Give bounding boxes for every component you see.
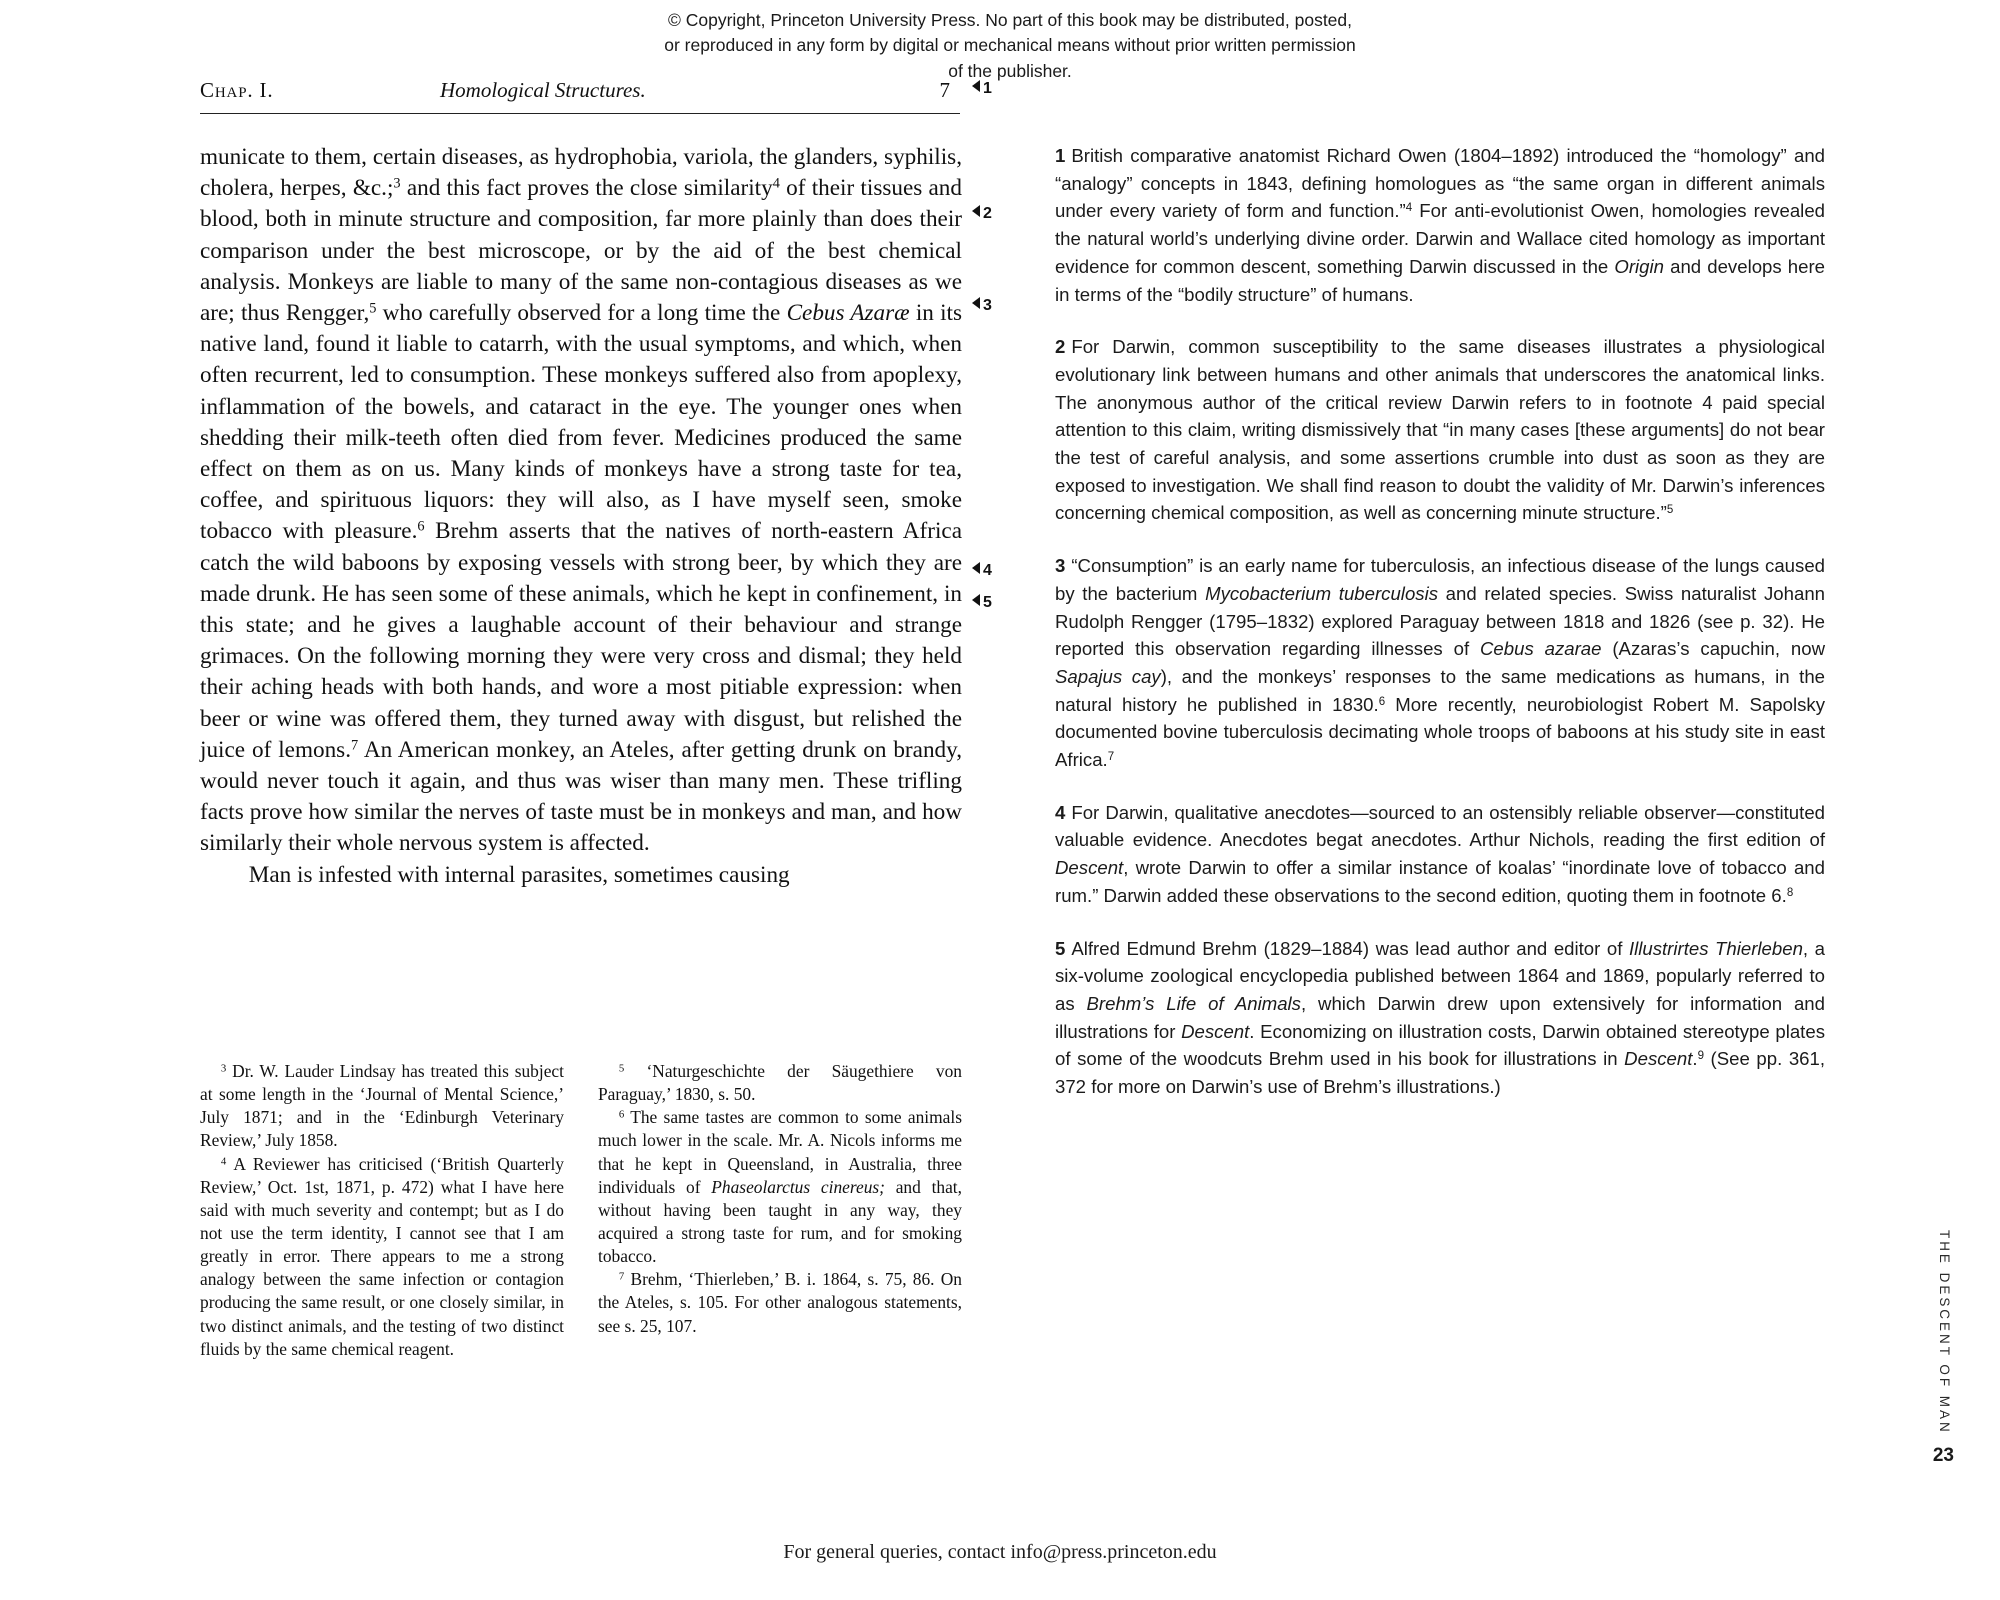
body-text-run: who carefully observed for a long time the: [376, 300, 787, 327]
commentary-text-italic: Illustrirtes Thierleben: [1628, 937, 1803, 959]
commentary-note: [1055, 333, 1825, 527]
commentary-text-run: , which Darwin drew upon extensively for information and illustrations for: [1055, 992, 1825, 1042]
commentary-note: [1055, 142, 1825, 308]
commentary-note-number: 1: [1055, 145, 1066, 166]
footnote-text: ‘Naturgeschichte der Säugethiere von Paraguay,’ 1830, s. 50.: [598, 1061, 962, 1105]
commentary-note: [1055, 552, 1825, 774]
running-head-chapter: Chap. I.: [200, 78, 274, 102]
commentary-text-italic: Descent: [1181, 1020, 1250, 1042]
body-paragraph-1: [200, 142, 962, 860]
triangle-icon: [972, 80, 980, 92]
callout-marker-label: 4: [983, 562, 992, 579]
callout-marker-4[interactable]: [972, 562, 992, 580]
callout-marker-label: 1: [983, 80, 992, 97]
header-rule: [200, 113, 960, 114]
commentary-text-italic: Cebus azarae: [1480, 638, 1602, 660]
footnote-ref[interactable]: 4: [772, 175, 780, 192]
body-text-run: Brehm asserts that the natives of north-eastern Africa catch the wild baboons by exposing vessels with strong beer, by which they are made drunk. He has seen some of these animals, which he kept in confinement, in this state; and he gives a laughable account of their behaviour and strange grimaces. On the following morning they were very cross and dismal; they held their aching heads with both hands, and wore a most pitiable expression: when beer or wine was offered them, they turned away with disgust, but relished the juice of lemons.: [200, 518, 962, 763]
footnote-text: The same tastes are common to some animals much lower in the scale. Mr. A. Nicols informs me that he kept in Queensland, in Australia, three individuals of: [598, 1107, 962, 1197]
body-text-run: of their tissues and blood, both in minute structure and composition, far more plainly than does their comparison under the best microscope, or by the aid of the best chemical analysis. Monkeys are liable to many of the same non-contagious diseases as we are; thus Rengger,: [200, 175, 962, 327]
callout-marker-2[interactable]: [972, 205, 992, 223]
commentary-text-run: and develops here in terms of the “bodily structure” of humans.: [1055, 255, 1826, 305]
page-number: 23: [1932, 1445, 1954, 1466]
commentary-text-italic: Mycobacterium tuberculosis: [1205, 582, 1439, 604]
footnote-marker: 6: [618, 1108, 625, 1121]
commentary-note-number: 3: [1055, 555, 1066, 577]
body-text-run: municate to them, certain diseases, as hydrophobia, variola, the glanders, syphilis, cholera, herpes, &c.;: [200, 144, 962, 202]
commentary-text-run: Alfred Edmund Brehm (1829–1884) was lead author and editor of: [1071, 937, 1629, 959]
body-paragraph-2: Man is infested with internal parasites, sometimes causing: [248, 861, 790, 888]
footnote-text: Brehm, ‘Thierleben,’ B. i. 1864, s. 75, 86. On the Ateles, s. 105. For other analogous statements, see s. 25, 107.: [598, 1269, 962, 1336]
copyright-notice: © Copyright, Princeton University Press. No part of this book may be distributed, posted, or reproduced in any form by digital or mechanical means without prior written permission of the publisher.: [664, 10, 1356, 81]
callout-marker-label: 5: [983, 594, 992, 611]
footnote-text: A Reviewer has criticised (‘British Quarterly Review,’ Oct. 1st, 1871, p. 472) what I have here said with much severity and contempt; but as I do not use the term identity, I cannot see that I am greatly in error. There appears to me a strong analogy between the same infection or contagion producing the same result, or one closely similar, in two distinct animals, and the testing of two distinct fluids by the same chemical reagent.: [200, 1153, 564, 1359]
footnote-ref[interactable]: 6: [417, 518, 425, 535]
main-text-column: [200, 142, 962, 891]
running-head-title: Homological Structures.: [440, 78, 646, 102]
footnote-item: [598, 1106, 962, 1268]
footnote-text-italic: Phaseolarctus cinereus;: [711, 1176, 885, 1197]
commentary-text-run: For Darwin, qualitative anecdotes—sourced to an ostensibly reliable observer—constituted valuable evidence. Anecdotes begat anecdotes. Arthur Nichols, reading the first edition of: [1055, 801, 1825, 851]
footnotes-block: [200, 1060, 962, 1361]
commentary-text-run: , a six-volume zoological encyclopedia published between 1864 and 1869, popularly referred to as: [1055, 937, 1825, 1014]
commentary-text-run: British comparative anatomist Richard Owen (1804–1892) introduced the “homology” and “analogy” concepts in 1843, defining homologues as “the same organ in different animals under every variety of form and function.”: [1055, 145, 1825, 222]
triangle-icon: [972, 297, 980, 309]
commentary-text-run: “Consumption” is an early name for tuberculosis, an infectious disease of the lungs caused by the bacterium: [1055, 555, 1825, 604]
footnote-marker: 3: [220, 1062, 227, 1075]
footnote-item: [598, 1268, 962, 1337]
callout-marker-3[interactable]: [972, 297, 992, 315]
footnote-item: [598, 1060, 962, 1106]
commentary-footnote-ref[interactable]: 6: [1378, 695, 1386, 708]
triangle-icon: [972, 594, 980, 606]
footnote-item: [200, 1060, 564, 1153]
commentary-note-number: 4: [1055, 801, 1066, 823]
running-head-folio: 7: [939, 78, 950, 102]
commentary-text-run: (See pp. 361, 372 for more on Darwin’s use of Brehm’s illustrations.): [1055, 1048, 1826, 1098]
commentary-text-italic: Origin: [1614, 255, 1664, 277]
commentary-note: [1055, 799, 1825, 910]
commentary-text-italic: Brehm’s Life of Animals: [1086, 992, 1301, 1014]
footnote-ref[interactable]: 7: [351, 737, 359, 754]
commentary-footnote-ref[interactable]: 5: [1666, 504, 1674, 517]
body-text-italic: Cebus Azaræ: [786, 300, 910, 327]
commentary-footnote-ref[interactable]: 4: [1405, 202, 1413, 215]
commentary-text-italic: Descent: [1055, 857, 1124, 879]
callout-marker-label: 3: [983, 297, 992, 314]
commentary-note-number: 5: [1055, 937, 1066, 959]
commentary-text-run: (Azaras’s capuchin, now: [1601, 638, 1825, 660]
commentary-text-italic: Descent: [1624, 1048, 1693, 1070]
footnote-item: [200, 1153, 564, 1361]
triangle-icon: [972, 562, 980, 574]
callout-marker-label: 2: [983, 205, 992, 222]
callout-marker-1[interactable]: [972, 80, 992, 98]
body-text-run: and this fact proves the close similarity: [400, 175, 773, 202]
commentary-text-run: and related species. Swiss naturalist Johann Rudolph Rengger (1795–1832) explored Paraguay between 1818 and 1826 (see p. 32). He reported this observation regarding illnesses of: [1055, 582, 1825, 660]
commentary-text-run: For anti-evolutionist Owen, homologies revealed the natural world’s underlying divine order. Darwin and Wallace cited homology as important evidence for common descent, something Darwin discussed in the: [1055, 200, 1825, 277]
commentary-note-number: 2: [1055, 336, 1066, 358]
commentary-text-run: ), and the monkeys’ responses to the same medications as humans, in the natural history he published in 1830.: [1055, 665, 1826, 715]
body-text-run: An American monkey, an Ateles, after getting drunk on brandy, would never touch it again, and thus was wiser than many men. These trifling facts prove how similar the nerves of taste must be in monkeys and man, and how similarly their whole nervous system is affected.: [200, 736, 963, 857]
footnote-text: Dr. W. Lauder Lindsay has treated this subject at some length in the ‘Journal of Mental Science,’ July 1871; and in the ‘Edinburgh Veterinary Review,’ July 1858.: [200, 1061, 564, 1151]
footnote-ref[interactable]: 5: [369, 300, 377, 317]
callout-marker-5[interactable]: [972, 594, 992, 612]
commentary-column: [1055, 142, 1825, 1126]
body-text-run: in its native land, found it liable to catarrh, with the usual symptoms, and which, when often recurrent, led to consumption. These monkeys suffered also from apoplexy, inflammation of the bowels, and cataract in the eye. The younger ones when shedding their milk-teeth often died from fever. Medicines produced the same effect on them as on us. Many kinds of monkeys have a strong taste for tea, coffee, and spirituous liquors: they will also, as I have myself seen, smoke tobacco with pleasure.: [200, 300, 962, 545]
commentary-text-run: For Darwin, common susceptibility to the same diseases illustrates a physiological evolutionary link between humans and other animals that underscores the anatomical links. The anonymous author of the critical review Darwin refers to in footnote 4 paid special attention to this claim, writing dismissively that “in many cases [these arguments] do not bear the test of careful analysis, and some assertions crumble into dust as soon as they are exposed to investigation. We shall find reason to doubt the validity of Mr. Darwin’s inferences concerning chemical composition, as well as concerning minute structure.”: [1055, 336, 1825, 524]
footnote-text: and that, without having been taught in any way, they acquired a strong taste for rum, and for smoking tobacco.: [598, 1176, 962, 1267]
triangle-icon: [972, 205, 980, 217]
commentary-footnote-ref[interactable]: 7: [1107, 751, 1115, 764]
running-head: [200, 78, 960, 103]
commentary-footnote-ref[interactable]: 8: [1786, 886, 1794, 899]
footnote-marker: 4: [220, 1154, 227, 1167]
commentary-footnote-ref[interactable]: 9: [1697, 1050, 1704, 1063]
commentary-text-run: . Economizing on illustration costs, Darwin obtained stereotype plates of some of the woodcuts Brehm used in his book for illustrations in: [1055, 1020, 1825, 1070]
commentary-text-italic: Sapajus cay: [1055, 665, 1161, 687]
page-footer: For general queries, contact info@press.princeton.edu: [783, 1541, 1217, 1563]
commentary-text-run: , wrote Darwin to offer a similar instance of koalas’ “inordinate love of tobacco and rum.” Darwin added these observations to the second edition, quoting them in footnote 6.: [1055, 857, 1825, 906]
vertical-running-title: THE DESCENT OF MAN: [1937, 1230, 1952, 1435]
footnote-ref[interactable]: 3: [393, 175, 401, 192]
commentary-text-run: More recently, neurobiologist Robert M. Sapolsky documented bovine tuberculosis decimating whole troops of baboons at his study site in east Africa.: [1055, 693, 1825, 771]
commentary-text-run: .: [1692, 1048, 1698, 1070]
commentary-note: [1055, 935, 1825, 1101]
footnote-marker: 7: [618, 1270, 625, 1283]
footnote-marker: 5: [618, 1062, 625, 1075]
